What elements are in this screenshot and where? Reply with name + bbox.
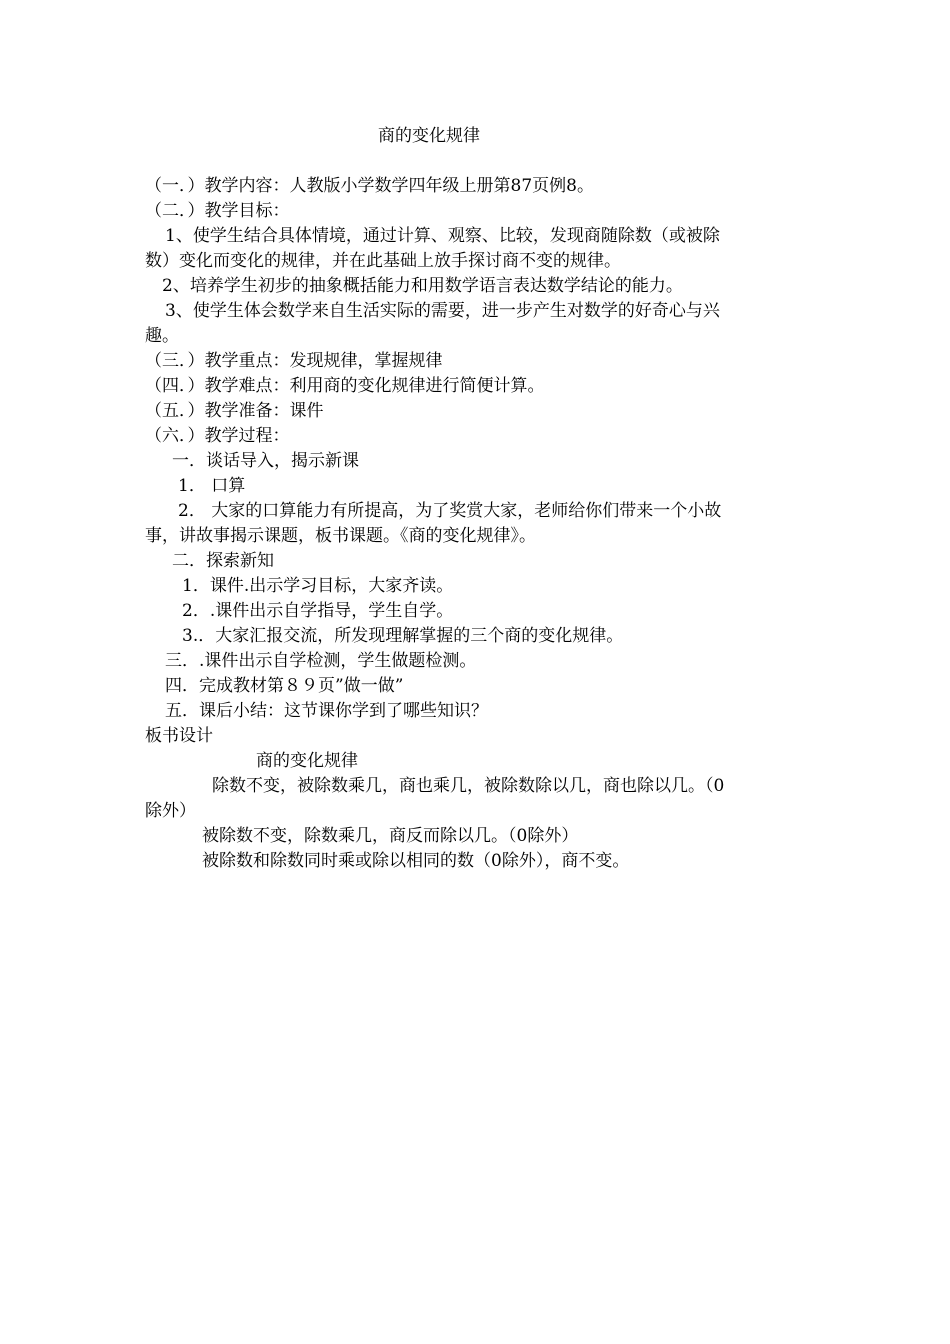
document-title: 商的变化规律	[378, 126, 480, 146]
objective-3-line-1: 3、使学生体会数学来自生活实际的需要，进一步产生对数学的好奇心与兴	[165, 301, 720, 321]
step-1-item-2-line-2: 事，讲故事揭示课题，板书课题。《商的变化规律》。	[145, 526, 536, 546]
objective-3-line-2: 趣。	[145, 326, 179, 346]
step-2-item-2: 2．.课件出示自学指导，学生自学。	[182, 601, 454, 621]
step-1-heading: 一．谈话导入，揭示新课	[172, 451, 359, 471]
objective-2: 2、培养学生初步的抽象概括能力和用数学语言表达数学结论的能力。	[162, 276, 683, 296]
board-rule-3: 被除数和除数同时乘或除以相同的数（0除外），商不变。	[202, 851, 630, 871]
section-content: （一．）教学内容：人教版小学数学四年级上册第87页例8。	[145, 176, 594, 196]
board-design-label: 板书设计	[145, 726, 213, 746]
section-key-point: （三．）教学重点：发现规律，掌握规律	[145, 351, 443, 371]
section-objectives: （二．）教学目标：	[145, 201, 290, 221]
step-2-heading: 二．探索新知	[172, 551, 274, 571]
board-rule-1-line-2: 除外）	[145, 801, 196, 821]
step-5-heading: 五．课后小结：这节课你学到了哪些知识？	[165, 701, 488, 721]
section-process: （六．）教学过程：	[145, 426, 290, 446]
objective-1-line-1: 1、使学生结合具体情境，通过计算、观察、比较，发现商随除数（或被除	[165, 226, 720, 246]
step-2-item-1: 1．课件.出示学习目标，大家齐读。	[182, 576, 454, 596]
step-2-item-3: 3.．大家汇报交流，所发现理解掌握的三个商的变化规律。	[182, 626, 624, 646]
board-rule-1-line-1: 除数不变，被除数乘几，商也乘几，被除数除以几，商也除以几。（0	[212, 776, 725, 796]
step-4-heading: 四．完成教材第８９页”做一做”	[165, 676, 404, 696]
objective-1-line-2: 数）变化而变化的规律，并在此基础上放手探讨商不变的规律。	[145, 251, 621, 271]
step-1-item-2-line-1: 2． 大家的口算能力有所提高，为了奖赏大家，老师给你们带来一个小故	[178, 501, 722, 521]
board-title: 商的变化规律	[256, 751, 358, 771]
section-difficulty: （四．）教学难点：利用商的变化规律进行简便计算。	[145, 376, 545, 396]
step-3-heading: 三．.课件出示自学检测，学生做题检测。	[165, 651, 477, 671]
board-rule-2: 被除数不变，除数乘几，商反而除以几。（0除外）	[202, 826, 579, 846]
step-1-item-1: 1． 口算	[178, 476, 246, 496]
section-preparation: （五．）教学准备：课件	[145, 401, 324, 421]
